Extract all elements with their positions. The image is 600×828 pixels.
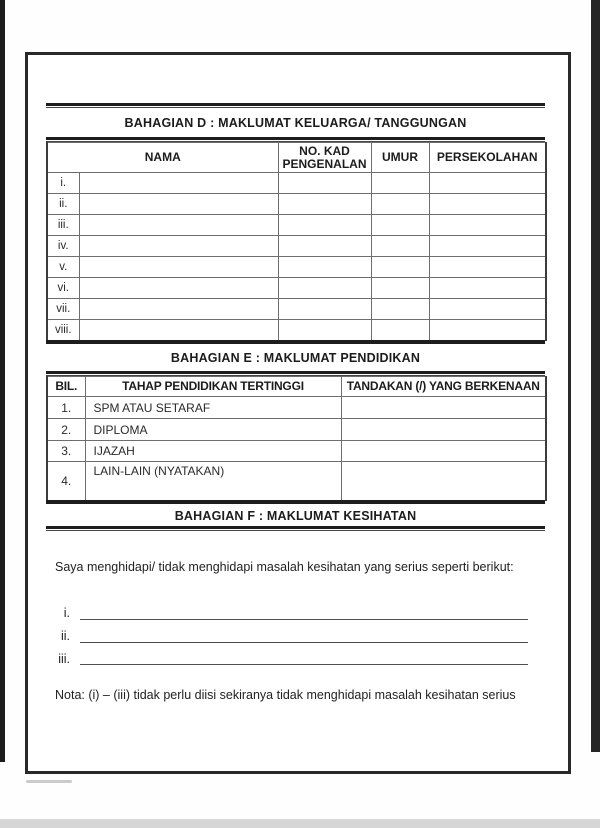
nama-cell[interactable] bbox=[79, 173, 278, 194]
bil-label: 3. bbox=[47, 441, 85, 462]
family-table bbox=[46, 142, 547, 341]
row-index-label: i. bbox=[47, 173, 79, 194]
col-header-persekolahan: PERSEKOLAHAN bbox=[429, 143, 546, 173]
persekolahan-cell[interactable] bbox=[429, 215, 546, 236]
family-table-row bbox=[47, 299, 546, 320]
umur-cell[interactable] bbox=[371, 278, 429, 299]
health-line-2-field[interactable] bbox=[80, 642, 528, 643]
no-kad-cell[interactable] bbox=[278, 215, 371, 236]
no-kad-cell[interactable] bbox=[278, 173, 371, 194]
family-table-header-row bbox=[47, 143, 546, 173]
health-line-3-field[interactable] bbox=[80, 664, 528, 665]
section-d-heading: BAHAGIAN D : MAKLUMAT KELUARGA/ TANGGUNGAN bbox=[124, 116, 467, 130]
tandakan-cell[interactable] bbox=[341, 441, 546, 462]
umur-cell[interactable] bbox=[371, 236, 429, 257]
col-header-umur: UMUR bbox=[371, 143, 429, 173]
family-table-row bbox=[47, 215, 546, 236]
scan-smudge bbox=[26, 780, 72, 783]
education-table-row bbox=[47, 419, 546, 441]
scan-strip-bottom bbox=[0, 819, 600, 828]
family-table-row bbox=[47, 278, 546, 299]
scan-edge-right bbox=[591, 0, 600, 752]
row-index-label: ii. bbox=[47, 194, 79, 215]
nama-cell[interactable] bbox=[79, 320, 278, 341]
nama-cell[interactable] bbox=[79, 215, 278, 236]
health-line-3-label: iii. bbox=[58, 652, 70, 666]
row-index-label: vi. bbox=[47, 278, 79, 299]
col-header-no-kad: NO. KAD PENGENALAN bbox=[278, 143, 371, 173]
umur-cell[interactable] bbox=[371, 173, 429, 194]
col-header-bil: BIL. bbox=[47, 377, 85, 397]
family-table-row bbox=[47, 173, 546, 194]
umur-cell[interactable] bbox=[371, 257, 429, 278]
bil-label: 1. bbox=[47, 397, 85, 419]
no-kad-cell[interactable] bbox=[278, 257, 371, 278]
section-f-rule bbox=[46, 526, 545, 531]
family-table-row bbox=[47, 194, 546, 215]
row-index-label: viii. bbox=[47, 320, 79, 341]
health-intro-text: Saya menghidapi/ tidak menghidapi masalah kesihatan yang serius seperti berikut: bbox=[55, 560, 514, 574]
persekolahan-cell[interactable] bbox=[429, 299, 546, 320]
umur-cell[interactable] bbox=[371, 320, 429, 341]
nama-cell[interactable] bbox=[79, 278, 278, 299]
scan-edge-left bbox=[0, 0, 5, 762]
tandakan-cell[interactable] bbox=[341, 419, 546, 441]
persekolahan-cell[interactable] bbox=[429, 173, 546, 194]
education-table-row bbox=[47, 462, 546, 501]
education-table-header-row bbox=[47, 377, 546, 397]
nama-cell[interactable] bbox=[79, 194, 278, 215]
nama-cell[interactable] bbox=[79, 236, 278, 257]
health-line-1-field[interactable] bbox=[80, 619, 528, 620]
col-header-tandakan: TANDAKAN (/) YANG BERKENAAN bbox=[341, 377, 546, 397]
umur-cell[interactable] bbox=[371, 215, 429, 236]
persekolahan-cell[interactable] bbox=[429, 320, 546, 341]
no-kad-cell[interactable] bbox=[278, 320, 371, 341]
nama-cell[interactable] bbox=[79, 299, 278, 320]
education-table-row bbox=[47, 441, 546, 462]
health-line-2-label: ii. bbox=[60, 629, 70, 643]
tahap-label: SPM ATAU SETARAF bbox=[85, 397, 341, 419]
family-table-bottom-rule bbox=[46, 340, 545, 344]
tandakan-cell[interactable] bbox=[341, 462, 546, 501]
row-index-label: iii. bbox=[47, 215, 79, 236]
family-table-row bbox=[47, 236, 546, 257]
section-f-heading: BAHAGIAN F : MAKLUMAT KESIHATAN bbox=[174, 509, 417, 523]
nota-text: Nota: (i) – (iii) tidak perlu diisi sekiranya tidak menghidapi masalah kesihatan serius bbox=[55, 688, 516, 702]
bil-label: 4. bbox=[47, 462, 85, 501]
no-kad-cell[interactable] bbox=[278, 299, 371, 320]
persekolahan-cell[interactable] bbox=[429, 257, 546, 278]
row-index-label: iv. bbox=[47, 236, 79, 257]
education-table-row bbox=[47, 397, 546, 419]
education-table bbox=[46, 376, 547, 501]
education-table-bottom-rule bbox=[46, 500, 545, 504]
no-kad-cell[interactable] bbox=[278, 278, 371, 299]
section-d-top-rule bbox=[46, 103, 545, 108]
umur-cell[interactable] bbox=[371, 299, 429, 320]
no-kad-cell[interactable] bbox=[278, 194, 371, 215]
persekolahan-cell[interactable] bbox=[429, 236, 546, 257]
no-kad-cell[interactable] bbox=[278, 236, 371, 257]
tahap-label: DIPLOMA bbox=[85, 419, 341, 441]
row-index-label: vii. bbox=[47, 299, 79, 320]
tahap-label[interactable]: LAIN-LAIN (NYATAKAN) bbox=[85, 462, 341, 501]
tahap-label: IJAZAH bbox=[85, 441, 341, 462]
persekolahan-cell[interactable] bbox=[429, 278, 546, 299]
family-table-row bbox=[47, 320, 546, 341]
umur-cell[interactable] bbox=[371, 194, 429, 215]
tandakan-cell[interactable] bbox=[341, 397, 546, 419]
persekolahan-cell[interactable] bbox=[429, 194, 546, 215]
bil-label: 2. bbox=[47, 419, 85, 441]
col-header-nama: NAMA bbox=[47, 143, 278, 173]
row-index-label: v. bbox=[47, 257, 79, 278]
family-table-row bbox=[47, 257, 546, 278]
col-header-tahap: TAHAP PENDIDIKAN TERTINGGI bbox=[85, 377, 341, 397]
section-e-heading: BAHAGIAN E : MAKLUMAT PENDIDIKAN bbox=[170, 351, 421, 365]
health-line-1-label: i. bbox=[63, 606, 70, 620]
nama-cell[interactable] bbox=[79, 257, 278, 278]
